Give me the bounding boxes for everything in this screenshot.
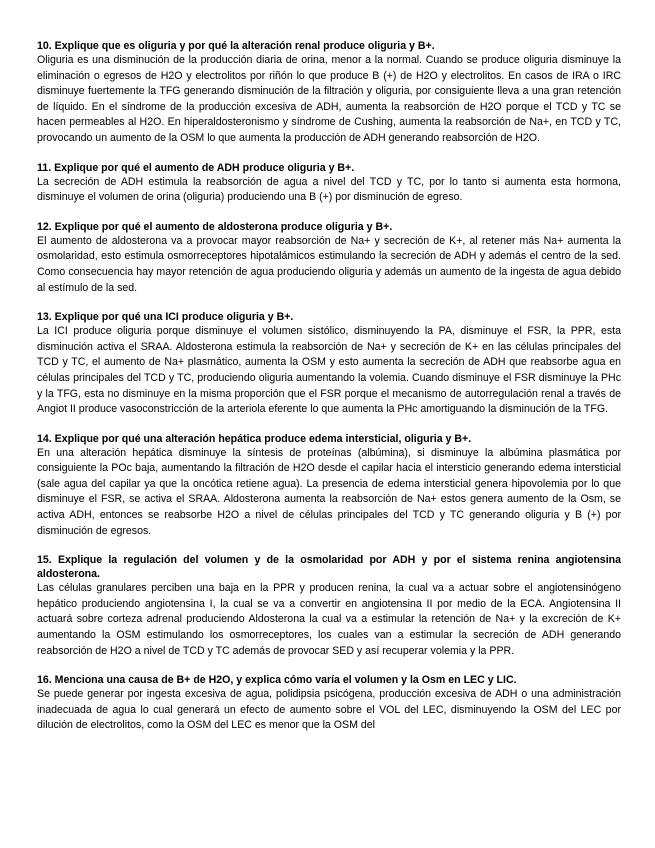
- question-16-heading: 16. Menciona una causa de B+ de H2O, y explica cómo varía el volumen y la Osm en LEC y LIC.: [37, 674, 517, 687]
- question-10-section: [37, 39, 621, 147]
- question-12-heading: 12. Explique por qué el aumento de aldosterona produce oliguria y B+.: [37, 220, 393, 233]
- question-13-answer: La ICI produce oliguria porque disminuye el volumen sistólico, disminuyendo la PA, disminuye el FSR, la PPR, esta disminución activa el SRAA. Aldosterona estimula la reabsorción de Na+ y secreción de K+ en las células principales del TCD y TC, el aumento de Na+ plasmático, aumenta la OSM y esto aumenta la secreción de ADH que reabsorbe agua en células principales del TCD y TC, produciendo oliguria aumentando la volemia. Cuando disminuye el FSR disminuye la PHc y la TFG, esta no disminuye en la misma proporción que el FSR porque el mecanismo de autorregulación renal a través de Angiot II produce vasoconstricción de la arteriola eferente lo que aumenta la PHc amortiguando la disminución de la TFG.: [37, 325, 621, 416]
- question-13-section: [37, 310, 621, 418]
- question-12-section: [37, 220, 621, 296]
- question-12-answer: El aumento de aldosterona va a provocar mayor reabsorción de Na+ y secreción de K+, al retener más Na+ aumenta la osmolaridad, esto estimula osmorreceptores hipotalámicos estimulando la secreción de ADH y además el centro de la sed. Como consecuencia hay mayor retención de agua produciendo oliguria y además un aumento de la ingesta de agua debido al estímulo de la sed.: [37, 234, 621, 294]
- question-11-section: [37, 161, 621, 206]
- question-16-answer: Se puede generar por ingesta excesiva de agua, polidipsia psicógena, producción excesiva de ADH o una administración inadecuada de agua lo cual generará un efecto de aumento sobre el VOL del LEC, disminuyendo la OSM del LEC por dilución de electrolitos, como la OSM del LEC es menor que la OSM del: [37, 688, 621, 732]
- question-14-heading: 14. Explique por qué una alteración hepática produce edema intersticial, oliguria y B+.: [37, 432, 472, 445]
- question-11-heading: 11. Explique por qué el aumento de ADH produce oliguria y B+.: [37, 161, 355, 174]
- question-10-answer: Oliguria es una disminución de la producción diaria de orina, menor a la normal. Cuando se produce oliguria disminuye la eliminación o egresos de H2O y electrolitos por riñón lo que produce B (+) de H2O y electrolitos. En casos de IRA o IRC disminuye fuertemente la TFG generando disminución de la filtración y oliguria, por consiguiente lleva a una gran retención de líquido. En el síndrome de la producción excesiva de ADH, aumenta la reabsorción de H2O porque el TCD y TC se hacen permeables al H2O. En hiperaldosteronismo y síndrome de Cushing, aumenta la reabsorción de Na+, en TCD y TC, provocando un aumento de la OSM lo que aumenta la producción de ADH generando reabsorción de H2O.: [37, 54, 621, 144]
- question-14-section: [37, 432, 621, 540]
- question-15-answer: Las células granulares perciben una baja en la PPR y producen renina, la cual va a actuar sobre el angiotensinógeno hepático produciendo angiotensina I, la cual se va a convertir en angiotensina II por medio de la ECA. Angiotensina II actuará sobre corteza adrenal produciendo Aldosterona la cual va a estimular la retención de Na+ y la excreción de K+ aumentando la OSM estimulando los osmorreceptores, los cuales van a estimular la secreción de ADH generando reabsorción de H2O a nivel de TCD y TC además de provocar SED y así recuperar volemia y la PPR.: [37, 582, 621, 657]
- question-14-answer: En una alteración hepática disminuye la síntesis de proteínas (albúmina), si disminuye la albúmina plasmática por consiguiente la POc baja, aumentando la filtración de H2O desde el capilar hacia el intersticio generando edema intersticial (sale agua del capilar ya que la oncótica retiene agua). La presencia de edema intersticial genera hipovolemia por lo que disminuye el FSR, se activa el SRAA. Aldosterona aumenta la reabsorción de Na+ estos genera aumento de la Osm, se activa ADH, entonces se reabsorbe H2O a nivel de células principales del TCD y TC generando oliguria y B (+) por disminución de egresos.: [37, 446, 621, 537]
- question-16-section: [37, 673, 621, 749]
- question-11-answer: La secreción de ADH estimula la reabsorción de agua a nivel del TCD y TC, por lo tanto si aumenta esta hormona, disminuye el volumen de orina (oliguria) produciendo una B (+) por disminución de egreso.: [37, 175, 621, 204]
- question-15-heading: 15. Explique la regulación del volumen y de la osmolaridad por ADH y por el sistema renina angiotensina aldosterona.: [37, 554, 621, 581]
- question-15-section: [37, 553, 621, 659]
- question-10-heading: 10. Explique que es oliguria y por qué la alteración renal produce oliguria y B+.: [37, 40, 435, 52]
- question-13-heading: 13. Explique por qué una ICI produce oliguria y B+.: [37, 311, 294, 324]
